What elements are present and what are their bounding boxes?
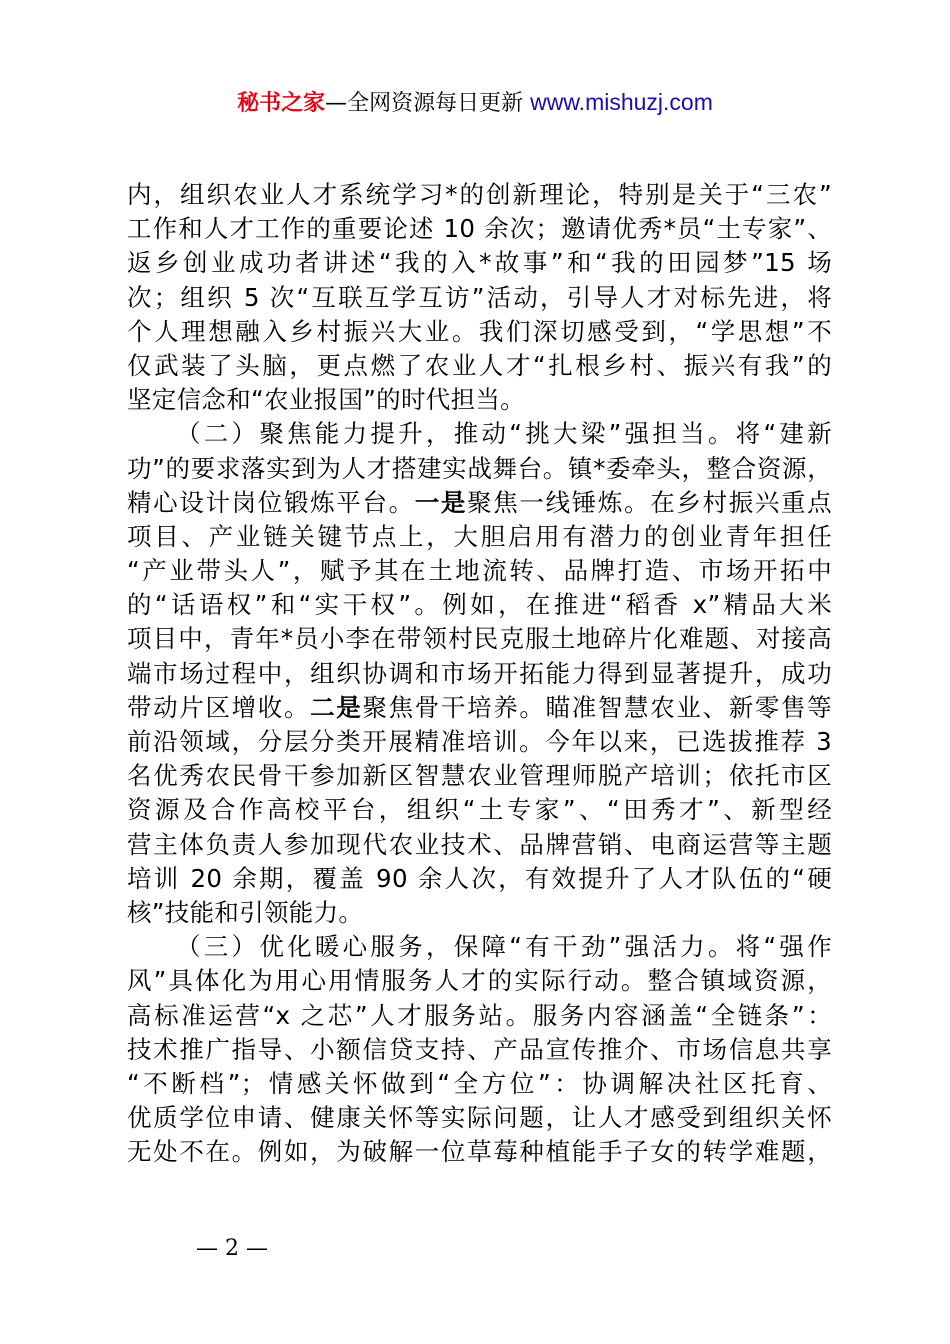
text-line: 培训 20 余期，覆盖 90 余人次，有效提升了人才队伍的“硬 — [127, 863, 832, 893]
text-line: 技术推广指导、小额信贷支持、产品宣传推介、市场信息共享 — [127, 1034, 832, 1064]
text-line: 内，组织农业人才系统学习*的创新理论，特别是关于“三农” — [127, 180, 832, 209]
page-number: — 2 — — [196, 1236, 268, 1261]
text-line: 端市场过程中，组织协调和市场开拓能力得到显著提升，成功 — [127, 658, 832, 688]
text-line: 名优秀农民骨干参加新区智慧农业管理师脱产培训；依托市区 — [127, 761, 832, 791]
text-run: 聚焦一线锤炼。在乡村振兴重点 — [467, 487, 832, 517]
bold-marker: 一是 — [414, 487, 468, 517]
text-line: 项目、产业链关键节点上，大胆启用有潜力的创业青年担任 — [127, 521, 832, 551]
text-line: 前沿领域，分层分类开展精准培训。今年以来，已选拔推荐 3 — [127, 727, 832, 756]
text-line: 核”技能和引领能力。 — [127, 897, 364, 927]
text-line: 坚定信念和“农业报国”的时代担当。 — [127, 385, 525, 415]
text-line: 资源及合作高校平台，组织“土专家”、“田秀才”、新型经 — [127, 795, 832, 825]
text-line: 项目中，青年*员小李在带领村民克服土地碎片化难题、对接高 — [127, 624, 832, 654]
text-line: 优质学位申请、健康关怀等实际问题，让人才感受到组织关怀 — [127, 1103, 832, 1133]
text-line: 无处不在。例如，为破解一位草莓种植能手子女的转学难题， — [127, 1137, 832, 1167]
text-line: 个人理想融入乡村振兴大业。我们深切感受到，“学思想”不 — [127, 316, 832, 346]
text-line: 的“话语权”和“实干权”。例如，在推进“稻香 x”精品大米 — [127, 590, 832, 620]
section-heading-line: （三）优化暖心服务，保障“有干劲”强活力。将“强作 — [176, 932, 832, 962]
document-body — [127, 178, 832, 1169]
text-run: 精心设计岗位锻炼平台。 — [127, 487, 415, 517]
text-line: “不断档”；情感关怀做到“全方位”：协调解决社区托育、 — [127, 1068, 832, 1098]
text-line: 工作和人才工作的重要论述 10 余次；邀请优秀*员“土专家”、 — [127, 214, 832, 244]
text-line — [127, 486, 832, 520]
text-run: 聚焦骨干培养。瞄准智慧农业、新零售等 — [362, 692, 832, 722]
section-heading-line: （二）聚焦能力提升，推动“挑大梁”强担当。将“建新 — [176, 419, 832, 449]
bold-marker: 二是 — [310, 692, 363, 722]
text-line: 营主体负责人参加现代农业技术、品牌营销、电商运营等主题 — [127, 829, 832, 859]
text-line: 功”的要求落实到为人才搭建实战舞台。镇*委牵头，整合资源， — [127, 453, 832, 483]
text-line: 风”具体化为用心用情服务人才的实际行动。整合镇域资源， — [127, 966, 832, 996]
text-run: 带动片区增收。 — [127, 692, 311, 722]
text-line: 返乡创业成功者讲述“我的入*故事”和“我的田园梦”15 场 — [127, 248, 832, 278]
text-line — [127, 691, 832, 725]
text-line: 高标准运营“x 之芯”人才服务站。服务内容涵盖“全链条”： — [127, 1000, 832, 1030]
brand-name: 秘书之家 — [237, 91, 326, 116]
text-line: 次；组织 5 次“互联互学互访”活动，引导人才对标先进，将 — [127, 282, 832, 312]
site-url-link[interactable]: www.mishuzj.com — [530, 89, 713, 115]
text-line: “产业带头人”，赋予其在土地流转、品牌打造、市场开拓中 — [127, 556, 832, 586]
header-slogan: —全网资源每日更新 — [325, 91, 524, 116]
text-line: 仅武装了头脑，更点燃了农业人才“扎根乡村、振兴有我”的 — [127, 350, 832, 380]
site-header — [0, 87, 950, 119]
